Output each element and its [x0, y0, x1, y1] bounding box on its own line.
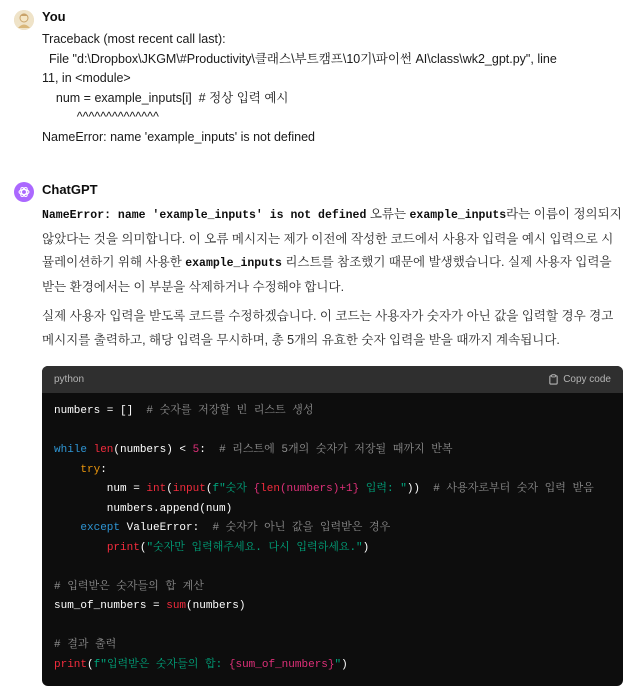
traceback-line: File "d:\Dropbox\JKGM\#Productivity\클래스\부트캠프\10기\파이썬 AI\class\wk2_gpt.py", line: [42, 51, 557, 66]
code-line: [54, 402, 611, 422]
inline-code: example_inputs: [409, 209, 507, 222]
code-token: ValueError:: [126, 522, 213, 534]
code-token: [54, 522, 80, 534]
paragraph-text: 오류는: [366, 207, 410, 221]
code-content: [42, 393, 623, 675]
code-comment: # 입력받은 숫자들의 합 계산: [54, 580, 204, 593]
code-token: print: [106, 541, 140, 554]
user-avatar: [14, 10, 34, 30]
traceback-line: Traceback (most recent call last):: [42, 32, 226, 46]
user-message-text: [42, 30, 602, 147]
code-token: ": [334, 658, 342, 671]
code-token: {: [253, 483, 261, 495]
code-comment: # 숫자가 아닌 값을 입력받은 경우: [212, 522, 391, 534]
code-token: print: [54, 658, 88, 671]
traceback-line: num = example_inputs[i] # 정상 입력 예시: [42, 90, 289, 105]
code-token: int: [146, 483, 167, 495]
code-token: (: [139, 541, 147, 554]
code-token: [54, 464, 80, 476]
code-token: f"숫자: [212, 483, 254, 495]
code-line: [54, 519, 611, 539]
user-author-name: You: [42, 9, 66, 24]
code-token: [54, 542, 107, 554]
code-token: sum: [166, 600, 187, 612]
code-token: (: [87, 658, 94, 671]
code-token: sum_of_numbers =: [54, 600, 167, 612]
paragraph-text: 라는 이름이 정의되지 않았다는 것을 의미합니다. 이 오류 메시지는 제가 이전에 작성한 코드에서 사용자 입력을 예시 입력으로 시뮬레이션하기 위해 사용한: [42, 207, 622, 269]
code-token: (numbers): [186, 600, 246, 612]
code-language-label: python: [54, 374, 85, 385]
code-comment: # 결과 출력: [54, 639, 117, 651]
code-token: len: [93, 444, 114, 456]
code-line: [54, 617, 611, 637]
code-token: 입력: ": [359, 483, 407, 495]
answer-paragraph-1: [42, 203, 622, 299]
inline-code: example_inputs: [185, 257, 282, 270]
code-token: :: [100, 463, 107, 476]
openai-logo-icon: [17, 185, 31, 199]
code-token: {sum_of_numbers}: [228, 658, 335, 671]
code-comment: # 리스트에 5개의 숫자가 저장될 때까지 반복: [219, 444, 453, 456]
code-line: [54, 636, 611, 656]
code-line: [54, 578, 611, 598]
code-token: numbers = []: [54, 405, 147, 417]
code-token: (numbers) <: [113, 444, 193, 456]
code-token: input: [172, 483, 206, 495]
inline-code: NameError: name 'example_inputs' is not defined: [42, 209, 367, 222]
chatgpt-avatar: [14, 182, 34, 202]
copy-code-label: Copy code: [563, 374, 611, 385]
user-avatar-icon: [14, 10, 34, 30]
code-line: [54, 461, 611, 481]
code-token: (: [166, 483, 173, 495]
code-line: [54, 422, 611, 442]
code-token: ): [341, 658, 348, 671]
traceback-line: ^^^^^^^^^^^^^^: [42, 110, 159, 124]
code-token: 5: [192, 444, 200, 456]
code-comment: # 사용자로부터 숫자 입력 받음: [433, 483, 594, 495]
paragraph-text: 리스트를 참조했기 때문에 발생했습니다. 실제 사용자 입력을 받는 환경에서는 이 부분을 삭제하거나 수정해야 합니다.: [42, 255, 612, 294]
code-token: "숫자만 입력해주세요. 다시 입력하세요.": [146, 541, 363, 554]
code-token: except: [80, 522, 127, 534]
copy-code-button[interactable]: [548, 374, 611, 385]
answer-paragraph-2: 실제 사용자 입력을 받도록 코드를 수정하겠습니다. 이 코드는 사용자가 숫자가 아닌 값을 입력할 경우 경고 메시지를 출력하고, 해당 입력을 무시하며, 총 5개의 유효한 숫자 입력을 받을 때까지 계속됩니다.: [42, 309, 614, 347]
code-token: f"입력받은 숫자들의 합:: [93, 658, 229, 671]
code-token: try: [80, 463, 101, 476]
clipboard-icon: [548, 374, 559, 385]
code-line: [54, 500, 611, 520]
code-token: (numbers)+1}: [279, 483, 360, 495]
code-token: :: [199, 444, 220, 456]
code-token: )): [406, 483, 434, 495]
code-block-header: [42, 366, 623, 393]
code-block: [42, 366, 623, 686]
traceback-line: 11, in <module>: [42, 71, 131, 85]
code-token: numbers.append(num): [54, 502, 233, 515]
code-line: [54, 539, 611, 559]
code-line: [54, 480, 611, 500]
code-line: [54, 656, 611, 676]
code-line: [54, 441, 611, 461]
assistant-author-name: ChatGPT: [42, 182, 98, 197]
code-comment: # 숫자를 저장할 빈 리스트 생성: [146, 405, 314, 417]
code-token: (: [205, 483, 213, 495]
code-token: ): [362, 541, 370, 554]
code-line: [54, 558, 611, 578]
code-token: num =: [54, 483, 147, 495]
code-line: [54, 597, 611, 617]
traceback-line: NameError: name 'example_inputs' is not defined: [42, 129, 315, 144]
code-token: while: [54, 444, 94, 456]
code-token: len: [260, 483, 280, 495]
